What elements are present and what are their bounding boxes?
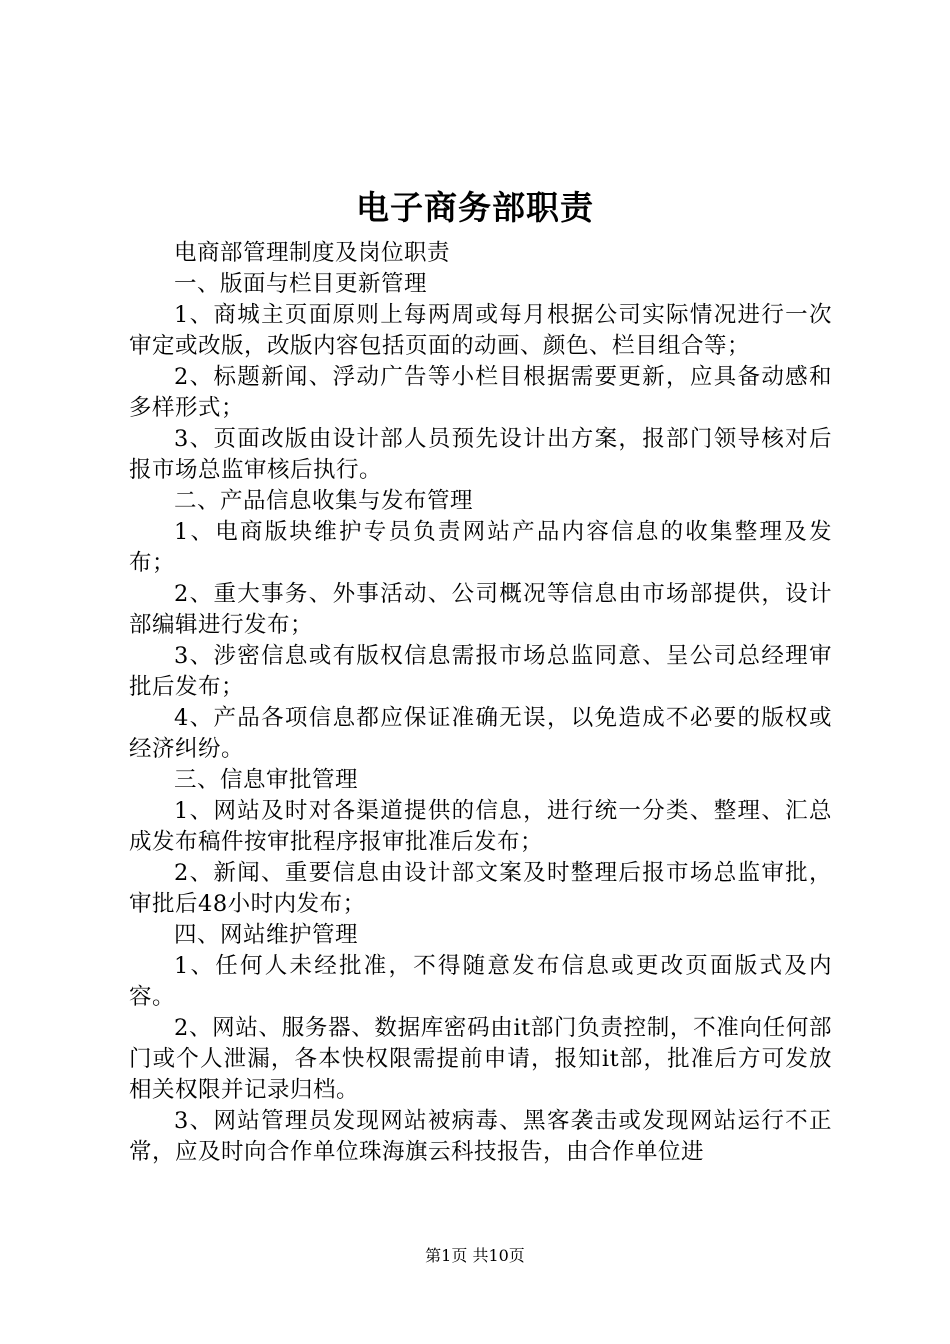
paragraph: 1、网站及时对各渠道提供的信息，进行统一分类、整理、汇总成发布稿件按审批程序报审批准后发布；: [129, 798, 832, 855]
section-heading: 三、信息审批管理: [174, 767, 359, 793]
paragraph: 1、商城主页面原则上每两周或每月根据公司实际情况进行一次审定或改版，改版内容包括页面的动画、颜色、栏目组合等；: [129, 302, 832, 359]
document-body: [129, 238, 832, 1168]
paragraph: 3、涉密信息或有版权信息需报市场总监同意、呈公司总经理审批后发布；: [129, 643, 832, 700]
paragraph: 1、电商版块维护专员负责网站产品内容信息的收集整理及发布；: [129, 519, 832, 576]
paragraph: 3、网站管理员发现网站被病毒、黑客袭击或发现网站运行不正常，应及时向合作单位珠海旗云科技报告，由合作单位进: [129, 1108, 832, 1165]
paragraph: 4、产品各项信息都应保证准确无误，以免造成不必要的版权或经济纠纷。: [129, 705, 832, 762]
paragraph: 2、重大事务、外事活动、公司概况等信息由市场部提供，设计部编辑进行发布；: [129, 581, 832, 638]
section-heading: 一、版面与栏目更新管理: [174, 271, 428, 297]
paragraph: 3、页面改版由设计部人员预先设计出方案，报部门领导核对后报市场总监审核后执行。: [129, 426, 832, 483]
section-heading: 四、网站维护管理: [174, 922, 359, 948]
page-number-footer: 第1页 共10页: [425, 1246, 525, 1265]
paragraph: 2、标题新闻、浮动广告等小栏目根据需要更新，应具备动感和多样形式；: [129, 364, 832, 421]
paragraph: 2、新闻、重要信息由设计部文案及时整理后报市场总监审批，审批后48小时内发布；: [129, 860, 832, 917]
paragraph: 2、网站、服务器、数据库密码由it部门负责控制，不准向任何部门或个人泄漏，各本快权限需提前申请，报知it部，批准后方可发放相关权限并记录归档。: [129, 1015, 832, 1103]
section-heading: 二、产品信息收集与发布管理: [174, 488, 474, 514]
paragraph-subtitle: 电商部管理制度及岗位职责: [174, 240, 451, 266]
document-title: 电子商务部职责: [356, 188, 594, 227]
paragraph: 1、任何人未经批准，不得随意发布信息或更改页面版式及内容。: [129, 953, 832, 1010]
